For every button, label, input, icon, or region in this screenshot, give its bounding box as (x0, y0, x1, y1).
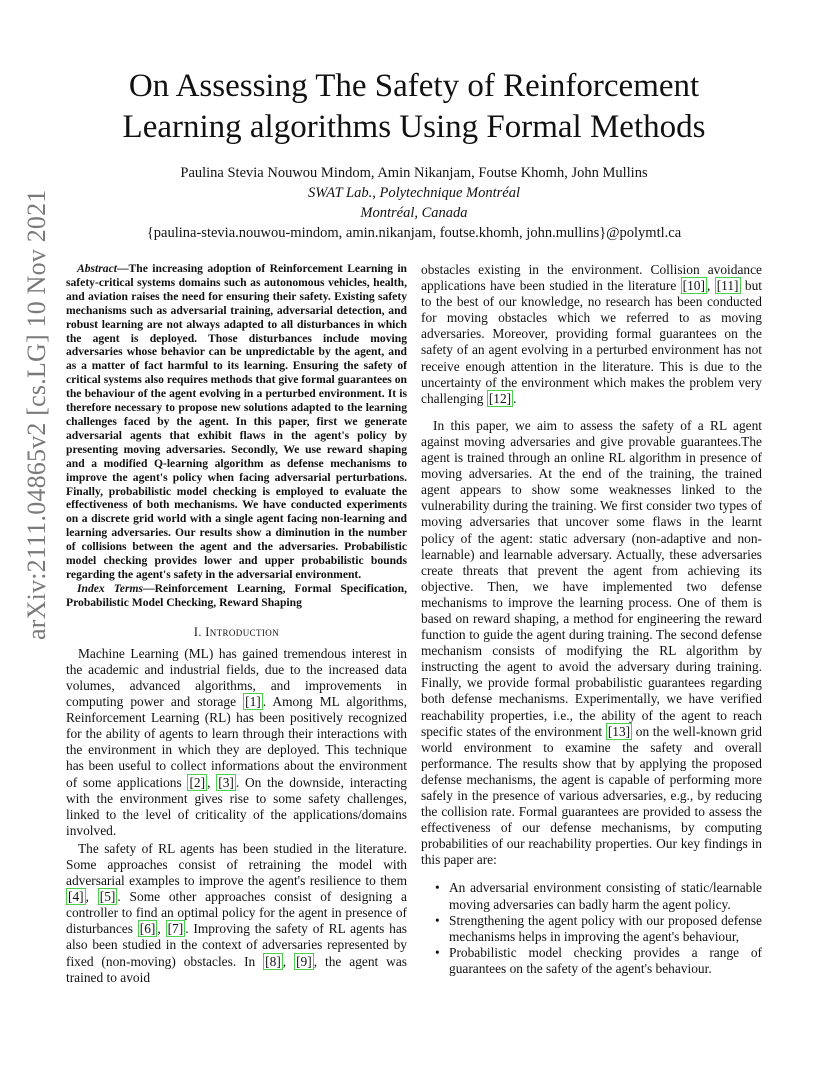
citation-link[interactable]: [10] (682, 278, 705, 294)
citation-link[interactable]: [9] (296, 953, 312, 969)
intro-paragraph-2: The safety of RL agents has been studied in the literature. Some approaches consist of retraining the model with adversarial examples to improve the agent's resilience to them [4] , [5] . Some other approaches consist of designing a controller to find an optimal policy for the agent in presence of disturbances [6] , [7] . Improving the safety of RL agents has also been studied in the context of adversaries represented by fixed (non-moving) obstacles. In [8] , [9] , the agent was trained to avoid (66, 840, 407, 985)
arxiv-identifier: arXiv:2111.04865v2 [cs.LG] 10 Nov 2021 (22, 189, 51, 640)
citation-link[interactable]: [1] (245, 694, 261, 710)
index-terms-text: Reinforcement Learning, Formal Specification, Probabilistic Model Checking, Reward Shaping (66, 581, 407, 609)
key-findings-list (421, 880, 762, 977)
intro-paragraph-3: obstacles existing in the environment. Collision avoidance applications have been studied in the literature [10] , [11] but to the best of our knowledge, no research has been conducted for moving obstacles which we referred to as moving adversaries. Moreover, providing formal guarantees on the safety of an agent evolving in a perturbed environment has not receive enough attention in the literature. This is due to the uncertainty of the environment which makes the problem very challenging [12] . (421, 262, 762, 406)
citation-link[interactable]: [8] (265, 953, 281, 969)
paper-title (60, 66, 768, 148)
citation-link[interactable]: [2] (189, 774, 206, 790)
left-column (66, 262, 407, 986)
intro-paragraph-4: In this paper, we aim to assess the safety of a RL agent against moving adversaries and give provable guarantees.The agent is trained through an online RL algorithm in presence of moving adversaries. At the end of the training, the trained agent appears to show some weaknesses linked to the vulnerability during the training. We first consider two types of moving adversaries that uncover some flaws in the learnt policy of the agent: static adversary (non-adaptive and non-learnable) and learnable adversary. Actually, these adversaries create threats that prevent the agent from achieving its objective. Then, we have implemented two defense mechanisms to improve the learning process. One of them is based on reward shaping, a method for engineering the reward function to guide the agent during training. The second defense mechanism consists of modifying the RL algorithm by instructing the agent to avoid the adversary during training. Finally, we provide formal probabilistic guarantees regarding both defense mechanisms. Experimentally, we have verified reachability properties, i.e., the ability of the agent to reach specific states of the environment [13] on the well-known grid world environment to examine the safety and overall performance. The results show that by applying the proposed defense mechanisms, the agent is capable of performing more safely in the presence of various adversaries, e.g., by reducing the collision rate. Formal guarantees are provided to assess the effectiveness of our defense mechanisms, by computing probabilities of our reachability properties. Our key findings in this paper are: (421, 417, 762, 868)
citation-link[interactable]: [11] (716, 278, 739, 294)
list-item: • Probabilistic model checking provides a range of guarantees on the safety of the agent's behaviour. (449, 945, 762, 977)
abstract-lead: Abstract (77, 262, 117, 275)
affiliation: SWAT Lab., Polytechnique Montréal (307, 185, 521, 201)
intro-paragraph-1: Machine Learning (ML) has gained tremendous interest in the academic and industrial fields, due to the increased data volumes, advanced algorithms, and improvements in computing power and storage [1] . Among ML algorithms, Reinforcement Learning (RL) has been positively recognized for the ability of agents to learn through their interactions with the environment in which they are deployed. This technique has been useful to collect informations about the environment of some applications [2] , [3] . On the downside, interacting with the environment gives rise to some safety challenges, linked to the level of criticality of the applications/domains involved. (66, 645, 407, 838)
abstract-text: The increasing adoption of Reinforcement Learning in safety-critical systems domains such as autonomous vehicles, health, and aviation raises the need for ensuring their safety. Existing safety mechanisms such as adversarial training, adversarial detection, and robust learning are not always adapted to all disturbances in which the agent is deployed. Those disturbances include moving adversaries whose behavior can be unpredictable by the agent, and as a matter of fact harmful to its learning. Ensuring the safety of critical systems also requires methods that give formal guarantees on the behaviour of the agent evolving in a perturbed environment. It is therefore necessary to propose new solutions adapted to the learning challenges faced by the agent. In this paper, first we generate adversarial agents that exhibit flaws in the agent's policy by presenting moving adversaries. Secondly, We use reward shaping and a modified Q-learning algorithm as defense mechanisms to improve the agent's policy when facing adversarial perturbations. Finally, probabilistic model checking is employed to evaluate the effectiveness of both mechanisms. We have conducted experiments on a discrete grid world with a single agent facing non-learning and learning adversaries. Our results show a diminution in the number of collisions between the agent and the adversaries. Probabilistic model checking provides lower and upper probabilistic bounds regarding the agent's safety in the adversarial environment. (66, 262, 407, 581)
section-heading: I. Introduction (193, 624, 280, 639)
citation-link[interactable]: [12] (488, 390, 512, 406)
list-item: • An adversarial environment consisting of static/learnable moving adversaries can badly harm the agent policy. (449, 880, 762, 912)
citation-link[interactable]: [7] (167, 921, 184, 937)
title-line-2: Learning algorithms Using Formal Methods (122, 109, 706, 145)
author-block (60, 163, 768, 243)
index-terms-lead: Index Terms (77, 581, 143, 595)
citation-link[interactable]: [4] (68, 889, 84, 905)
title-line-1: On Assessing The Safety of Reinforcement (128, 68, 700, 104)
citation-link[interactable]: [3] (218, 774, 234, 790)
citation-link[interactable]: [5] (99, 889, 116, 905)
citation-link[interactable]: [13] (607, 723, 631, 739)
list-item: • Strengthening the agent policy with our proposed defense mechanisms helps in improving the agent's behaviour, (449, 913, 762, 945)
location: Montréal, Canada (360, 205, 468, 221)
index-terms: Index Terms—Reinforcement Learning, Formal Specification, Probabilistic Model Checking, Reward Shaping (66, 581, 407, 609)
right-column (421, 262, 762, 977)
author-emails: {paulina-stevia.nouwou-mindom, amin.nikanjam, foutse.khomh, john.mullins}@polymtl.ca (146, 225, 682, 241)
abstract: Abstract—The increasing adoption of Reinforcement Learning in safety-critical systems domains such as autonomous vehicles, health, and aviation raises the need for ensuring their safety. Existing safety mechanisms such as adversarial training, adversarial detection, and robust learning are not always adapted to all disturbances in which the agent is deployed. Those disturbances include moving adversaries whose behavior can be unpredictable by the agent, and as a matter of fact harmful to its learning. Ensuring the safety of critical systems also requires methods that give formal guarantees on the behaviour of the agent evolving in a perturbed environment. It is therefore necessary to propose new solutions adapted to the learning challenges faced by the agent. In this paper, first we generate adversarial agents that exhibit flaws in the agent's policy by presenting moving adversaries. Secondly, We use reward shaping and a modified Q-learning algorithm as defense mechanisms to improve the agent's policy when facing adversarial perturbations. Finally, probabilistic model checking is employed to evaluate the effectiveness of both mechanisms. We have conducted experiments on a discrete grid world with a single agent facing non-learning and learning adversaries. Our results show a diminution in the number of collisions between the agent and the adversaries. Probabilistic model checking provides lower and upper probabilistic bounds regarding the agent's safety in the adversarial environment. (66, 262, 407, 581)
citation-link[interactable]: [6] (139, 921, 156, 937)
author-names: Paulina Stevia Nouwou Mindom, Amin Nikanjam, Foutse Khomh, John Mullins (180, 165, 648, 181)
